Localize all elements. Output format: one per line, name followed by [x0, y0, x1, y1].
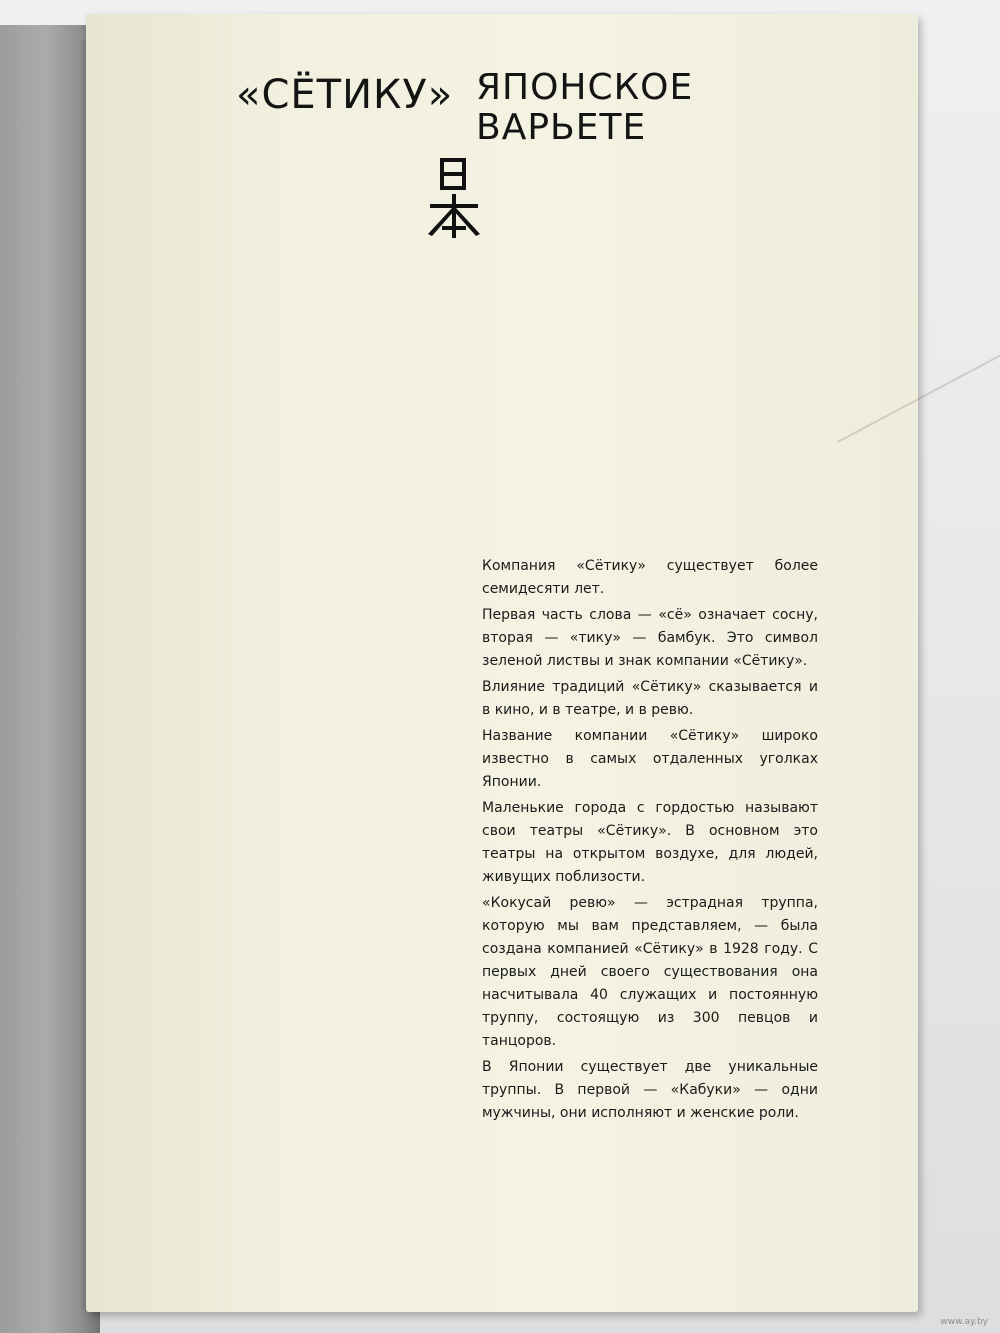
- title-subtitle-line: ВАРЬЕТЕ: [476, 107, 647, 148]
- body-paragraph: «Кокусай ревю» — эстрадная труппа, которую мы вам представляем, — была создана компанией «Сётику» в 1928 году. С первых дней своего существования она насчитывала 40 служащих и постоянную труппу, состоящую из 300 певцов и танцоров.: [482, 895, 818, 1049]
- kanji-nihon-icon: [424, 156, 484, 240]
- title-subtitle: [476, 68, 693, 148]
- body-paragraph: В Японии существует две уникальные труппы. В первой — «Кабуки» — одни мужчины, они исполняют и женские роли.: [482, 1059, 818, 1121]
- body-paragraph: Первая часть слова — «сё» означает сосну, вторая — «тику» — бамбук. Это символ зеленой листвы и знак компании «Сётику».: [482, 607, 818, 669]
- body-paragraph: Маленькие города с гордостью называют свои театры «Сётику». В основном это театры на открытом воздухе, для людей, живущих поблизости.: [482, 800, 818, 885]
- title-subtitle-line: ЯПОНСКОЕ: [476, 67, 694, 108]
- body-text: [482, 555, 818, 1128]
- body-paragraph: Влияние традиций «Сётику» сказывается и в кино, и в театре, и в ревю.: [482, 679, 818, 718]
- body-paragraph: Компания «Сётику» существует более семидесяти лет.: [482, 558, 818, 597]
- watermark: www.ay.by: [940, 1317, 988, 1327]
- title-company-name: «СЁТИКУ»: [236, 72, 454, 118]
- body-paragraph: Название компании «Сётику» широко известно в самых отдаленных уголках Японии.: [482, 728, 818, 790]
